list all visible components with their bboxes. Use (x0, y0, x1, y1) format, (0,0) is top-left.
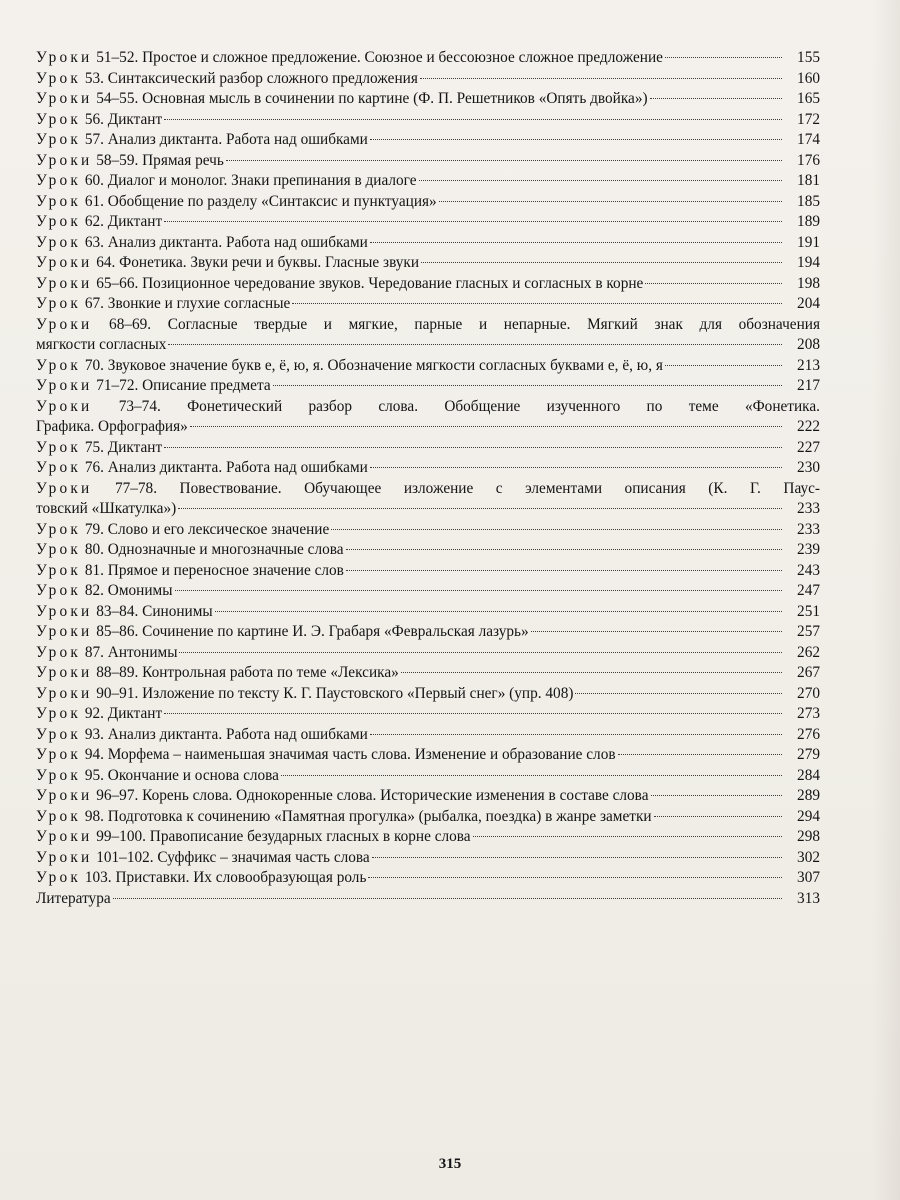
toc-entry (36, 212, 820, 233)
toc-entry-title-continued: Графика. Орфография» (36, 418, 188, 435)
toc-line (36, 417, 820, 438)
toc-entry-kind: Урок (36, 213, 82, 230)
toc-entry (36, 315, 820, 356)
table-of-contents (36, 48, 820, 909)
toc-entry-kind: Уроки (36, 479, 93, 497)
dot-leader (370, 467, 782, 468)
toc-entry-title: Литература (36, 889, 111, 907)
toc-page-number: 160 (797, 69, 820, 87)
toc-entry-title: 62. Диктант (84, 213, 163, 230)
dot-leader (164, 713, 782, 714)
toc-entry-title: 80. Однозначные и многозначные слова (84, 541, 344, 558)
dot-leader (164, 119, 782, 120)
toc-line (36, 499, 820, 520)
dot-leader (190, 426, 782, 427)
toc-line (36, 171, 820, 192)
toc-entry-kind: Уроки (36, 49, 93, 66)
dot-leader (665, 57, 782, 58)
toc-entry-kind: Урок (36, 705, 82, 722)
toc-entry-title: 101–102. Суффикс – значимая часть слова (96, 848, 370, 866)
toc-entry (36, 192, 820, 213)
toc-entry (36, 704, 820, 725)
dot-leader (401, 672, 782, 673)
toc-entry-text (36, 274, 643, 295)
toc-page-number: 230 (797, 459, 820, 476)
toc-entry (36, 766, 820, 787)
toc-entry-text (36, 520, 329, 541)
toc-line (36, 356, 820, 377)
toc-entry-kind: Урок (36, 233, 82, 251)
toc-page-number: 204 (797, 295, 820, 312)
dot-leader (281, 775, 782, 776)
toc-entry-text (36, 848, 370, 869)
toc-entry-text (36, 89, 648, 110)
toc-entry-text (36, 807, 652, 828)
toc-line (36, 520, 820, 541)
toc-page-number: 279 (797, 746, 820, 763)
toc-page-number: 155 (797, 49, 820, 66)
toc-page-number: 302 (797, 848, 820, 866)
toc-entry (36, 663, 820, 684)
toc-line (36, 540, 820, 561)
toc-entry-title: 51–52. Простое и сложное предложение. Союзное и бессоюзное сложное предложение (96, 49, 663, 66)
toc-entry-kind: Уроки (36, 602, 93, 620)
toc-line (36, 233, 820, 254)
toc-entry-text (36, 889, 111, 910)
toc-entry (36, 725, 820, 746)
toc-entry (36, 233, 820, 254)
dot-leader (651, 795, 783, 796)
toc-line (36, 89, 820, 110)
toc-entry-title: 54–55. Основная мысль в сочинении по картине (Ф. П. Решетников «Опять двойка») (96, 90, 648, 107)
toc-page-number: 198 (797, 274, 820, 292)
toc-entry-kind: Урок (36, 295, 82, 312)
toc-page-number: 233 (797, 520, 820, 538)
toc-entry-kind: Уроки (36, 664, 93, 681)
toc-line (36, 438, 820, 459)
toc-entry (36, 581, 820, 602)
toc-entry-title: 95. Окончание и основа слова (84, 766, 279, 784)
toc-page-number: 208 (797, 336, 820, 353)
toc-line (36, 110, 820, 131)
toc-entry-kind: Уроки (36, 151, 93, 169)
dot-leader (473, 836, 782, 837)
toc-entry-title: 53. Синтаксический разбор сложного предложения (84, 69, 418, 87)
toc-line (36, 622, 820, 643)
toc-page-number: 273 (797, 705, 820, 722)
dot-leader (164, 221, 782, 222)
toc-entry (36, 48, 820, 69)
toc-entry (36, 745, 820, 766)
toc-line (36, 458, 820, 479)
toc-entry-text (36, 581, 173, 602)
toc-entry-text (36, 766, 279, 787)
toc-entry (36, 376, 820, 397)
dot-leader (665, 365, 782, 366)
toc-entry (36, 397, 820, 438)
toc-page-number: 284 (797, 766, 820, 784)
toc-entry-title: 68–69. Согласные твердые и мягкие, парные и непарные. Мягкий знак для обозначения (109, 315, 820, 333)
toc-entry-kind: Урок (36, 766, 82, 784)
toc-entry (36, 602, 820, 623)
toc-entry (36, 274, 820, 295)
toc-entry-title: 76. Анализ диктанта. Работа над ошибками (84, 459, 368, 476)
toc-entry-text (36, 561, 344, 582)
toc-entry-kind: Уроки (36, 397, 93, 415)
toc-page-number: 213 (797, 356, 820, 374)
toc-entry (36, 69, 820, 90)
dot-leader (421, 262, 782, 263)
dot-leader (420, 78, 782, 79)
toc-entry-kind: Уроки (36, 623, 93, 640)
toc-entry-title: 67. Звонкие и глухие согласные (84, 295, 291, 312)
dot-leader (531, 631, 782, 632)
toc-entry-kind: Уроки (36, 315, 93, 333)
toc-entry-title: 64. Фонетика. Звуки речи и буквы. Гласные звуки (96, 254, 420, 271)
toc-page-number: 251 (797, 602, 820, 620)
toc-entry-text (36, 376, 271, 397)
toc-page-number: 191 (797, 233, 820, 251)
toc-entry (36, 889, 820, 910)
toc-line (36, 376, 820, 397)
toc-entry-title: 90–91. Изложение по тексту К. Г. Паустовского «Первый снег» (упр. 408) (96, 684, 574, 702)
toc-entry-text (36, 253, 419, 274)
dot-leader (370, 734, 782, 735)
toc-entry-text (36, 663, 399, 684)
toc-entry-title: 73–74. Фонетический разбор слова. Обобщение изученного по теме «Фонетика. (118, 397, 820, 415)
toc-entry-title: 96–97. Корень слова. Однокоренные слова. Исторические изменения в составе слова (96, 787, 649, 804)
dot-leader (113, 898, 782, 899)
toc-entry (36, 253, 820, 274)
dot-leader (370, 139, 782, 140)
toc-entry (36, 130, 820, 151)
dot-leader (645, 283, 782, 284)
toc-entry-kind: Уроки (36, 787, 93, 804)
toc-entry (36, 356, 820, 377)
dot-leader (439, 201, 782, 202)
toc-entry-kind: Урок (36, 561, 82, 579)
dot-leader (164, 447, 782, 448)
dot-leader (273, 385, 782, 386)
toc-line (36, 315, 820, 336)
page-number: 315 (438, 1156, 462, 1172)
toc-line (36, 294, 820, 315)
toc-entry-title-continued: мягкости согласных (36, 336, 167, 353)
toc-entry-text (36, 868, 366, 889)
toc-page-number: 239 (797, 541, 820, 558)
toc-page-number: 172 (797, 110, 820, 128)
dot-leader (292, 303, 782, 304)
toc-entry-text (36, 540, 344, 561)
toc-entry-text (36, 704, 162, 725)
toc-line (36, 335, 820, 356)
toc-entry-kind: Урок (36, 438, 82, 456)
toc-entry-kind: Урок (36, 110, 82, 128)
dot-leader (346, 549, 782, 550)
toc-entry-text (36, 151, 224, 172)
toc-entry-kind: Урок (36, 69, 82, 87)
toc-line (36, 827, 820, 848)
toc-line (36, 745, 820, 766)
toc-entry-title: 82. Омонимы (84, 582, 173, 599)
toc-entry-text (36, 622, 529, 643)
toc-line (36, 848, 820, 869)
toc-entry-text (36, 438, 162, 459)
toc-page-number: 222 (797, 418, 820, 435)
toc-entry (36, 151, 820, 172)
toc-entry-kind: Уроки (36, 848, 93, 866)
toc-entry-title: 57. Анализ диктанта. Работа над ошибками (84, 131, 368, 148)
toc-page-number: 176 (797, 151, 820, 169)
toc-line (36, 684, 820, 705)
dot-leader (368, 877, 782, 878)
toc-entry-kind: Урок (36, 746, 82, 763)
toc-entry-kind: Уроки (36, 254, 93, 271)
dot-leader (215, 611, 782, 612)
toc-entry-kind: Урок (36, 192, 82, 210)
toc-line (36, 212, 820, 233)
toc-entry-text (36, 356, 663, 377)
toc-page-number: 217 (797, 377, 820, 394)
toc-entry-text (36, 192, 437, 213)
toc-line (36, 130, 820, 151)
toc-entry-title: 56. Диктант (84, 110, 163, 128)
dot-leader (370, 242, 782, 243)
toc-page-number: 313 (797, 889, 820, 907)
toc-entry-title: 94. Морфема – наименьшая значимая часть слова. Изменение и образование слов (84, 746, 616, 763)
toc-entry (36, 643, 820, 664)
toc-entry (36, 540, 820, 561)
toc-entry-kind: Уроки (36, 90, 93, 107)
toc-page-number: 294 (797, 807, 820, 825)
toc-entry-title: 81. Прямое и переносное значение слов (84, 561, 344, 579)
toc-page-number: 189 (797, 213, 820, 230)
toc-entry-kind: Урок (36, 643, 82, 661)
toc-entry-text (36, 745, 616, 766)
toc-page-number: 165 (797, 90, 820, 107)
toc-entry-text (36, 684, 573, 705)
toc-entry-text (36, 602, 213, 623)
toc-page-number: 289 (797, 787, 820, 804)
toc-line (36, 663, 820, 684)
toc-entry-text (36, 171, 417, 192)
toc-line (36, 704, 820, 725)
toc-page-number: 233 (797, 500, 820, 517)
toc-page-number: 270 (797, 684, 820, 702)
toc-entry-title: 79. Слово и его лексическое значение (84, 520, 330, 538)
toc-entry-text (36, 294, 290, 315)
toc-entry-text (36, 110, 162, 131)
toc-entry (36, 827, 820, 848)
toc-entry (36, 438, 820, 459)
toc-line (36, 397, 820, 418)
toc-entry-title: 61. Обобщение по разделу «Синтаксис и пунктуация» (84, 192, 437, 210)
toc-entry-text (36, 233, 368, 254)
toc-line (36, 868, 820, 889)
toc-entry (36, 479, 820, 520)
toc-entry (36, 89, 820, 110)
toc-entry (36, 561, 820, 582)
toc-entry-title: 85–86. Сочинение по картине И. Э. Грабаря «Февральская лазурь» (96, 623, 529, 640)
dot-leader (175, 590, 783, 591)
toc-entry (36, 520, 820, 541)
toc-entry-title: 98. Подготовка к сочинению «Памятная прогулка» (рыбалка, поездка) в жанре заметки (84, 807, 652, 825)
toc-entry (36, 171, 820, 192)
toc-entry-kind: Урок (36, 582, 82, 599)
toc-page-number: 267 (797, 664, 820, 681)
dot-leader (331, 529, 782, 530)
toc-entry (36, 848, 820, 869)
toc-entry-title: 70. Звуковое значение букв е, ё, ю, я. Обозначение мягкости согласных буквами е, ё, ю, я (84, 356, 663, 374)
toc-line (36, 479, 820, 500)
dot-leader (178, 508, 782, 509)
dot-leader (575, 693, 782, 694)
toc-entry-kind: Уроки (36, 274, 93, 292)
toc-line (36, 643, 820, 664)
toc-entry-title: 88–89. Контрольная работа по теме «Лексика» (96, 664, 399, 681)
toc-page-number: 307 (797, 869, 820, 886)
toc-entry-title: 92. Диктант (84, 705, 163, 722)
dot-leader (168, 344, 782, 345)
toc-entry-title: 83–84. Синонимы (96, 602, 213, 620)
toc-entry-title: 99–100. Правописание безударных гласных в корне слова (96, 828, 471, 845)
dot-leader (179, 652, 782, 653)
toc-entry-text (36, 212, 162, 233)
toc-entry-kind: Урок (36, 356, 82, 374)
toc-page-number: 174 (797, 131, 820, 148)
toc-entry-title: 103. Приставки. Их словообразующая роль (84, 869, 367, 886)
toc-line (36, 889, 820, 910)
toc-line (36, 192, 820, 213)
toc-line (36, 151, 820, 172)
dot-leader (650, 98, 782, 99)
dot-leader (346, 570, 782, 571)
toc-page-number: 298 (797, 828, 820, 845)
toc-entry (36, 110, 820, 131)
toc-entry-title: 65–66. Позиционное чередование звуков. Чередование гласных и согласных в корне (96, 274, 644, 292)
toc-entry-title: 63. Анализ диктанта. Работа над ошибками (84, 233, 368, 251)
toc-entry (36, 786, 820, 807)
toc-entry (36, 684, 820, 705)
toc-line (36, 581, 820, 602)
toc-page-number: 257 (797, 623, 820, 640)
toc-entry (36, 807, 820, 828)
toc-page-number: 194 (797, 254, 820, 271)
toc-entry-text (36, 827, 471, 848)
toc-entry-kind: Уроки (36, 684, 93, 702)
dot-leader (372, 857, 782, 858)
toc-page-number: 185 (797, 192, 820, 210)
toc-entry (36, 868, 820, 889)
dot-leader (654, 816, 782, 817)
toc-entry-kind: Урок (36, 131, 82, 148)
toc-entry-title: 71–72. Описание предмета (96, 377, 271, 394)
toc-entry-text (36, 786, 649, 807)
toc-entry-text (36, 643, 177, 664)
toc-line (36, 766, 820, 787)
toc-entry-text (36, 69, 418, 90)
toc-entry-title: 87. Антонимы (84, 643, 178, 661)
toc-page-number: 262 (797, 643, 820, 661)
toc-entry-title: 77–78. Повествование. Обучающее изложение с элементами описания (К. Г. Паус- (114, 479, 821, 497)
toc-entry-text (36, 48, 663, 69)
toc-entry-text (36, 130, 368, 151)
toc-page-number: 227 (797, 438, 820, 456)
toc-entry-kind: Урок (36, 541, 82, 558)
toc-entry-kind: Урок (36, 520, 82, 538)
toc-line (36, 602, 820, 623)
toc-line (36, 561, 820, 582)
dot-leader (419, 180, 782, 181)
toc-entry-kind: Уроки (36, 828, 93, 845)
toc-line (36, 274, 820, 295)
toc-page-number: 243 (797, 561, 820, 579)
toc-page-number: 181 (797, 172, 820, 189)
toc-line (36, 807, 820, 828)
toc-line (36, 725, 820, 746)
toc-entry-title: 75. Диктант (84, 438, 163, 456)
toc-line (36, 69, 820, 90)
dot-leader (618, 754, 782, 755)
toc-entry-text (36, 725, 368, 746)
toc-entry (36, 294, 820, 315)
toc-line (36, 786, 820, 807)
toc-line (36, 253, 820, 274)
toc-entry-kind: Урок (36, 459, 82, 476)
toc-entry-title: 93. Анализ диктанта. Работа над ошибками (84, 725, 368, 743)
toc-entry-kind: Уроки (36, 377, 93, 394)
toc-entry-title: 58–59. Прямая речь (96, 151, 224, 169)
toc-entry (36, 458, 820, 479)
toc-entry-kind: Урок (36, 172, 82, 189)
toc-entry-kind: Урок (36, 725, 82, 743)
toc-entry-title: 60. Диалог и монолог. Знаки препинания в диалоге (84, 172, 417, 189)
page-edge-shadow (872, 0, 900, 1200)
dot-leader (226, 160, 782, 161)
toc-entry-kind: Урок (36, 807, 82, 825)
toc-page-number: 276 (797, 725, 820, 743)
toc-entry-text (36, 458, 368, 479)
toc-line (36, 48, 820, 69)
toc-entry-title-continued: товский «Шкатулка») (36, 500, 177, 517)
toc-entry (36, 622, 820, 643)
toc-page-number: 247 (797, 582, 820, 599)
toc-entry-kind: Урок (36, 869, 82, 886)
